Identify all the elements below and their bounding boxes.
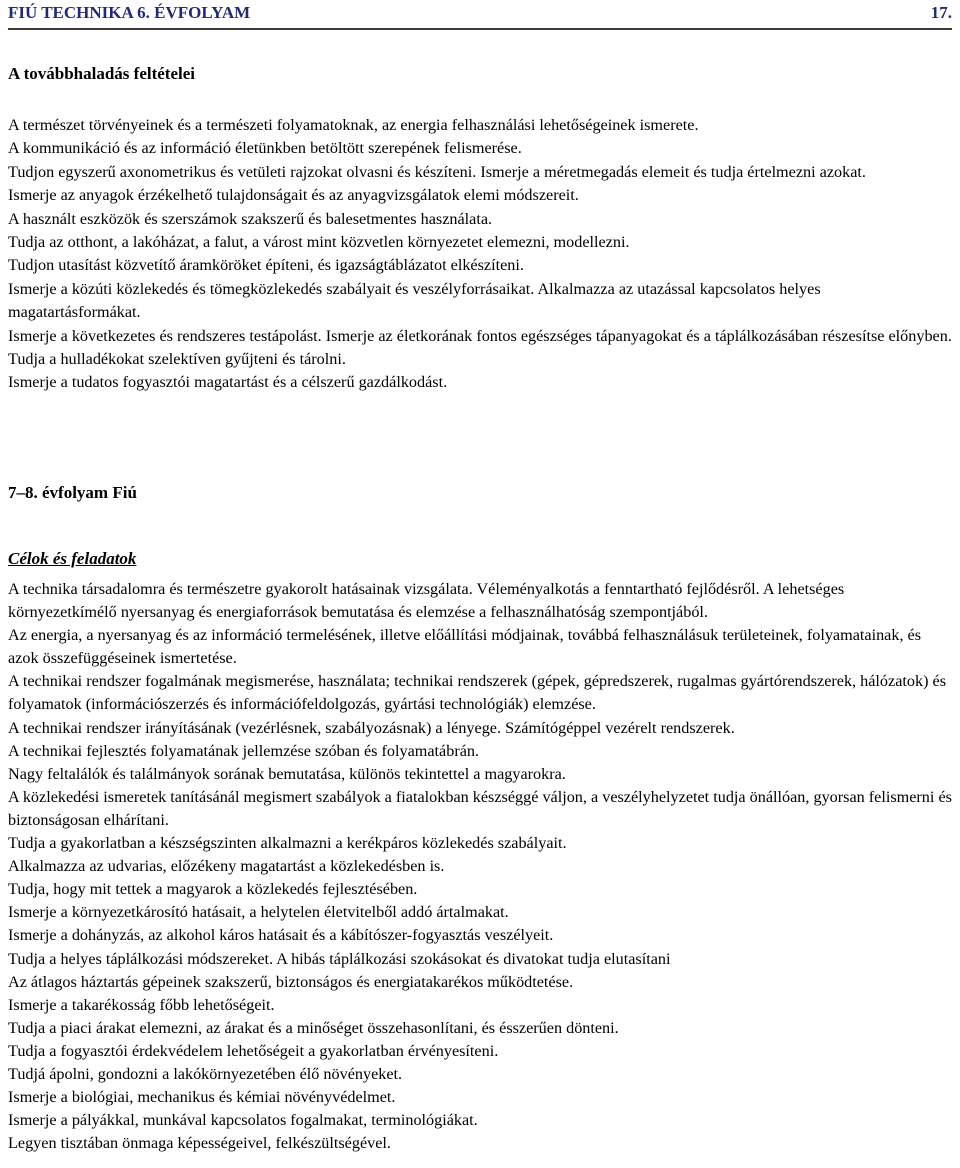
paragraph: A technika társadalomra és természetre gyakorolt hatásainak vizsgálata. Véleményalkotás a fenntartható fejlődésről. A lehetséges környezetkímélő nyersanyag és energiaforrások bemutatása és elemzése a felhasználhatóság szempontjából. — [8, 580, 845, 622]
paragraph: A közlekedési ismeretek tanításánál megismert szabályok a fiatalokban készséggé váljon, a veszélyhelyzetet tudja önállóan, gyorsan felismerni és biztonságosan elhárítani. — [8, 787, 952, 829]
paragraph: Legyen tisztában önmaga képességeivel, felkészültségével. — [8, 1134, 391, 1153]
paragraph: Az átlagos háztartás gépeinek szakszerű, biztonságos és energiatakarékos működtetése. — [8, 972, 574, 991]
paragraph: Tudja az otthont, a lakóházat, a falut, a várost mint közvetlen környezetet elemezni, modellezni. — [8, 233, 630, 252]
paragraph: Tudjá ápolni, gondozni a lakókörnyezetében élő növényeket. — [8, 1064, 403, 1083]
paragraph: Tudja a hulladékokat szelektíven gyűjteni és tárolni. — [8, 350, 346, 369]
paragraph: Ismerje a biológiai, mechanikus és kémiai növényvédelmet. — [8, 1088, 396, 1107]
page-header — [8, 3, 952, 27]
paragraph: A technikai rendszer fogalmának megismerése, használata; technikai rendszerek (gépek, gépredszerek, rugalmas gyártórendszerek, hálózatok) és folyamatok (információszerzés és információfeldolgozás, gyártási technológiák) elemzése. — [8, 672, 946, 714]
paragraph: Tudja a gyakorlatban a készségszinten alkalmazni a kerékpáros közlekedés szabályait. — [8, 834, 567, 853]
paragraph: Tudja a helyes táplálkozási módszereket. A hibás táplálkozási szokásokat és divatokat tudja elutasítani — [8, 949, 671, 968]
header-title: FIÚ TECHNIKA 6. ÉVFOLYAM — [8, 3, 251, 22]
paragraph: Ismerje a következetes és rendszeres testápolást. Ismerje az életkorának fontos egészséges tápanyagokat és a táplálkozásában részesítse előnyben. — [8, 326, 952, 345]
paragraph: Tudjon egyszerű axonometrikus és vetületi rajzokat olvasni és készíteni. Ismerje a méretmegadás elemeit és tudja értelmezni azokat. — [8, 162, 866, 181]
page-number: 17. — [930, 3, 952, 22]
paragraph: Ismerje a takarékosság főbb lehetőségeit. — [8, 995, 275, 1014]
paragraph: Tudja, hogy mit tettek a magyarok a közlekedés fejlesztésében. — [8, 880, 418, 899]
paragraph: A kommunikáció és az információ életünkben betöltött szerepének felismerése. — [8, 139, 522, 158]
paragraph: A technikai rendszer irányításának (vezérlésnek, szabályozásnak) a lényege. Számítógéppel vezérelt rendszerek. — [8, 718, 735, 737]
paragraph: Ismerje a tudatos fogyasztói magatartást és a célszerű gazdálkodást. — [8, 373, 448, 392]
paragraph: A technikai fejlesztés folyamatának jellemzése szóban és folyamatábrán. — [8, 741, 480, 760]
paragraph: Ismerje az anyagok érzékelhető tulajdonságait és az anyagvizsgálatok elemi módszereit. — [8, 186, 579, 205]
goals-list — [8, 578, 954, 1155]
paragraph: Tudja a piaci árakat elemezni, az árakat és a minőséget összehasonlítani, és ésszerűen dönteni. — [8, 1018, 619, 1037]
paragraph: Ismerje a környezetkárosító hatásait, a helytelen életvitelből addó ártalmakat. — [8, 903, 509, 922]
paragraph: A természet törvényeinek és a természeti folyamatoknak, az energia felhasználási lehetőségeinek ismerete. — [8, 116, 699, 134]
paragraph: Nagy feltalálók és találmányok sorának bemutatása, különös tekintettel a magyarokra. — [8, 764, 566, 783]
paragraph: Ismerje a dohányzás, az alkohol káros hatásait és a kábítószer-fogyasztás veszélyeit. — [8, 926, 554, 945]
paragraph: Ismerje a pályákkal, munkával kapcsolatos fogalmakat, terminológiákat. — [8, 1111, 478, 1130]
header-divider — [8, 28, 952, 30]
paragraph: Alkalmazza az udvarias, előzékeny magatartást a közlekedésben is. — [8, 857, 445, 876]
paragraph: Tudja a fogyasztói érdekvédelem lehetőségeit a gyakorlatban érvényesíteni. — [8, 1041, 499, 1060]
section-title: A továbbhaladás feltételei — [8, 64, 195, 83]
goals-title: Célok és feladatok — [8, 549, 137, 568]
paragraph: Ismerje a közúti közlekedés és tömegközlekedés szabályait és veszélyforrásaikat. Alkalmazza az utazással kapcsolatos helyes magatartásformákat. — [8, 279, 821, 322]
paragraph: Az energia, a nyersanyag és az információ termelésének, illetve előállítási módjainak, továbbá felhasználásuk területeinek, folyamatainak, és azok összefüggéseinek ismertetése. — [8, 626, 922, 668]
grade-title: 7–8. évfolyam Fiú — [8, 483, 137, 502]
paragraph: A használt eszközök és szerszámok szakszerű és balesetmentes használata. — [8, 209, 493, 228]
paragraph: Tudjon utasítást közvetítő áramköröket építeni, és igazságtáblázatot elkészíteni. — [8, 256, 524, 275]
prerequisites-list — [8, 114, 954, 395]
